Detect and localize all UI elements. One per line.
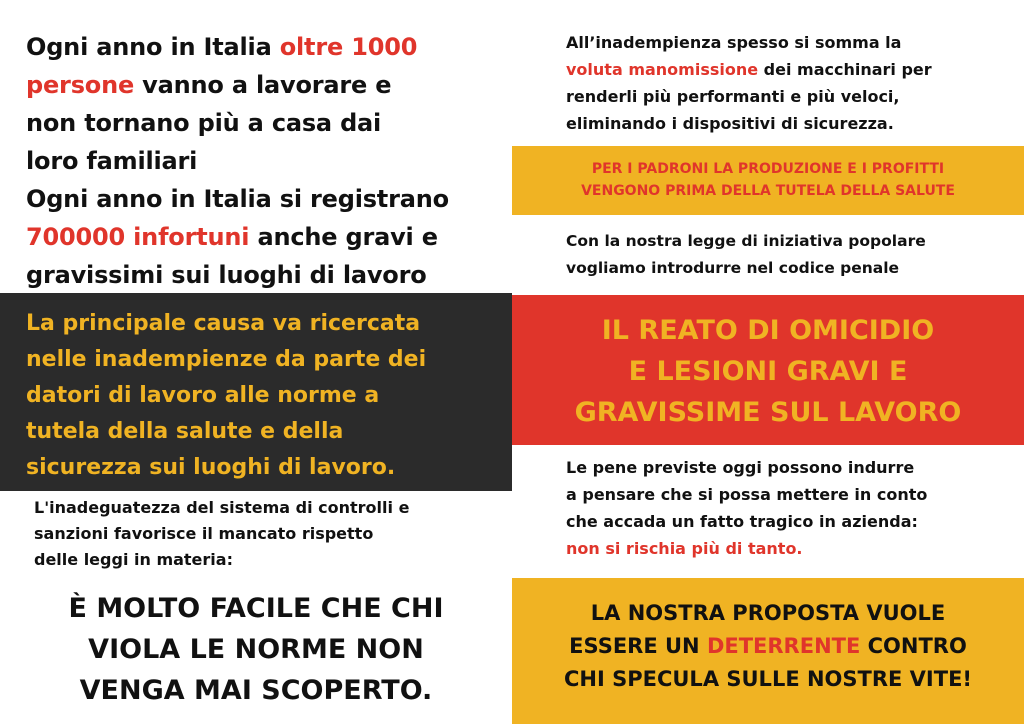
facile-line: VIOLA LE NORME NON: [88, 634, 424, 665]
facile-line: È MOLTO FACILE CHE CHI: [68, 593, 444, 624]
bosses-priority-banner: [512, 146, 1024, 215]
intro-line: [26, 218, 496, 256]
intro-line: Ogni anno in Italia si registrano: [26, 185, 449, 213]
intro-highlight: persone: [26, 71, 135, 99]
facile-line: VENGA MAI SCOPERTO.: [79, 675, 433, 706]
tampering-highlight: voluta manomissione: [566, 60, 759, 79]
intro-text: anche gravi e: [249, 223, 438, 251]
tampering-line: eliminando i dispositivi di sicurezza.: [566, 114, 894, 133]
crime-line: IL REATO DI OMICIDIO: [601, 315, 935, 346]
crime-banner: [512, 295, 1024, 445]
proposal-line: LA NOSTRA PROPOSTA VUOLE: [590, 601, 946, 625]
intro-text: vanno a lavorare e: [134, 71, 392, 99]
tampering-text: dei macchinari per: [758, 60, 932, 79]
law-intro-line: vogliamo introdurre nel codice penale: [566, 259, 900, 277]
intro-line: [26, 28, 496, 66]
law-intro-line: Con la nostra legge di iniziativa popolare: [566, 232, 926, 250]
banner-line: VENGONO PRIMA DELLA TUTELA DELLA SALUTE: [581, 183, 955, 199]
proposal-text: CONTRO: [860, 634, 967, 658]
penalties-line: che accada un fatto tragico in azienda:: [566, 512, 918, 531]
penalties-line: a pensare che si possa mettere in conto: [566, 485, 928, 504]
inadequacy-line: sanzioni favorisce il mancato rispetto: [34, 524, 374, 543]
inadequacy-paragraph: [34, 495, 494, 573]
intro-text: Ogni anno in Italia: [26, 33, 280, 61]
proposal-text: ESSERE UN: [569, 634, 707, 658]
cause-line: nelle inadempienze da parte dei: [26, 347, 427, 372]
cause-line: tutela della salute e della: [26, 419, 344, 444]
intro-line: loro familiari: [26, 147, 198, 175]
cause-line: La principale causa va ricercata: [26, 311, 421, 336]
intro-line: [26, 66, 496, 104]
penalties-paragraph: [566, 454, 1016, 562]
easy-to-evade-heading: [0, 588, 512, 711]
proposal-line: CHI SPECULA SULLE NOSTRE VITE!: [564, 667, 972, 691]
intro-line: non tornano più a casa dai: [26, 109, 382, 137]
tampering-line: [566, 56, 1016, 83]
banner-line: PER I PADRONI LA PRODUZIONE E I PROFITTI: [591, 161, 945, 177]
proposal-banner: [512, 578, 1024, 724]
crime-line: E LESIONI GRAVI E: [628, 356, 908, 387]
main-cause-panel: [0, 293, 512, 491]
penalties-highlight: non si rischia più di tanto.: [566, 539, 803, 558]
proposal-highlight: DETERRENTE: [706, 634, 861, 658]
tampering-paragraph: [566, 29, 1016, 137]
law-intro-paragraph: [566, 228, 1016, 282]
cause-line: sicurezza sui luoghi di lavoro.: [26, 455, 396, 480]
penalties-line: Le pene previste oggi possono indurre: [566, 458, 915, 477]
inadequacy-line: L'inadeguatezza del sistema di controlli e: [34, 498, 410, 517]
intro-highlight: oltre 1000: [279, 33, 418, 61]
proposal-line: [512, 630, 1024, 663]
tampering-line: renderli più performanti e più veloci,: [566, 87, 900, 106]
crime-line: GRAVISSIME SUL LAVORO: [574, 397, 962, 428]
intro-statistics: [26, 28, 496, 294]
intro-line: gravissimi sui luoghi di lavoro: [26, 261, 427, 289]
intro-highlight: 700000 infortuni: [26, 223, 250, 251]
cause-line: datori di lavoro alle norme a: [26, 383, 380, 408]
inadequacy-line: delle leggi in materia:: [34, 550, 233, 569]
tampering-line: All’inadempienza spesso si somma la: [566, 33, 902, 52]
